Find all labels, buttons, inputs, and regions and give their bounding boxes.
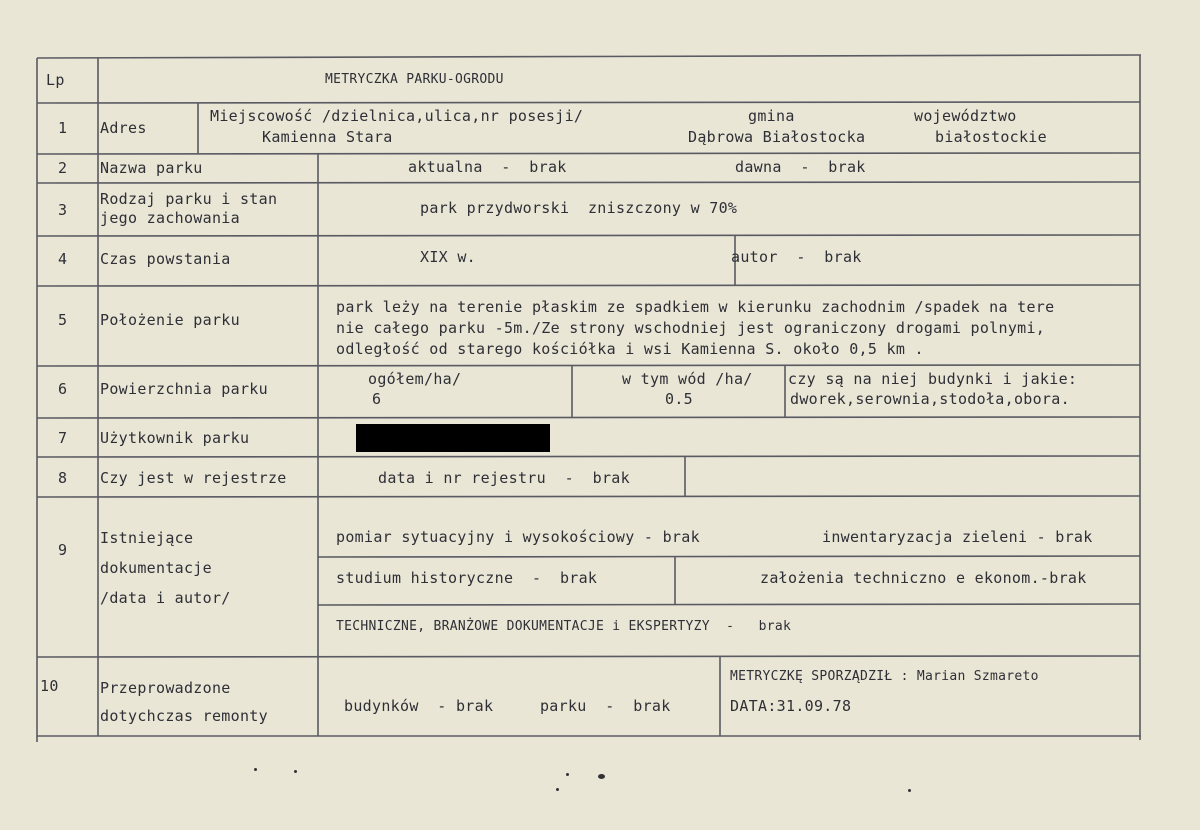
ink-speck — [598, 774, 605, 779]
buildings-label: czy są na niej budynki i jakie: — [788, 370, 1078, 388]
row-9-label-line1: Istniejące — [100, 529, 194, 547]
row-4-label: Czas powstania — [100, 250, 231, 268]
ink-speck — [566, 773, 569, 776]
row-10-label-line2: dotychczas remonty — [100, 707, 268, 725]
row-8-number: 8 — [58, 469, 68, 487]
technical-doc: założenia techniczno e ekonom.-brak — [760, 569, 1087, 587]
buildings-value: dworek,serownia,stodoła,obora. — [790, 390, 1070, 408]
document-title: METRYCZKA PARKU-OGRODU — [325, 72, 504, 87]
row-10-number: 10 — [40, 677, 59, 695]
row-1-number: 1 — [58, 119, 68, 137]
row-9-label-line2: dokumentacje — [100, 559, 212, 577]
row-2-label: Nazwa parku — [100, 159, 203, 177]
row-10-label-line1: Przeprowadzone — [100, 679, 231, 697]
row-6-number: 6 — [58, 380, 68, 398]
water-area-label: w tym wód /ha/ — [622, 370, 753, 388]
current-name: aktualna - brak — [408, 158, 567, 176]
total-area-label: ogółem/ha/ — [368, 370, 462, 388]
row-3-label-line1: Rodzaj parku i stan — [100, 190, 278, 208]
origin-century: XIX w. — [420, 248, 476, 266]
row-7-number: 7 — [58, 429, 68, 447]
voivodeship-label: województwo — [914, 107, 1017, 125]
branch-doc: TECHNICZNE, BRANŻOWE DOKUMENTACJE i EKSPERTYZY - brak — [336, 619, 792, 634]
redacted-user — [356, 424, 550, 452]
total-area-value: 6 — [372, 390, 382, 408]
ink-speck — [294, 770, 297, 773]
former-name: dawna - brak — [735, 158, 866, 176]
history-doc: studium historyczne - brak — [336, 569, 598, 587]
water-area-value: 0.5 — [665, 390, 693, 408]
park-type-value: park przydworski zniszczony w 70% — [420, 199, 738, 217]
location-line-2: nie całego parku -5m./Ze strony wschodniej jest ograniczony drogami polnymi, — [336, 319, 1046, 337]
greenery-doc: inwentaryzacja zieleni - brak — [822, 528, 1093, 546]
ink-speck — [556, 788, 559, 791]
preparation-date: DATA:31.09.78 — [730, 697, 852, 715]
prepared-by: METRYCZKĘ SPORZĄDZIŁ : Marian Szmareto — [730, 669, 1039, 684]
location-line-1: park leży na terenie płaskim ze spadkiem w kierunku zachodnim /spadek na tere — [336, 298, 1055, 316]
row-7-label: Użytkownik parku — [100, 429, 250, 447]
survey-doc: pomiar sytuacyjny i wysokościowy - brak — [336, 528, 700, 546]
locality-value: Kamienna Stara — [262, 128, 393, 146]
gmina-value: Dąbrowa Białostocka — [688, 128, 866, 146]
row-3-number: 3 — [58, 201, 68, 219]
row-5-label: Położenie parku — [100, 311, 240, 329]
ink-speck — [908, 789, 911, 792]
row-3-label-line2: jego zachowania — [100, 209, 240, 227]
voivodeship-value: białostockie — [935, 128, 1047, 146]
register-value: data i nr rejestru - brak — [378, 469, 630, 487]
gmina-label: gmina — [748, 107, 795, 125]
ink-speck — [254, 768, 257, 771]
row-6-label: Powierzchnia parku — [100, 380, 268, 398]
locality-label: Miejscowość /dzielnica,ulica,nr posesji/ — [210, 107, 584, 125]
location-line-3: odległość od starego kościółka i wsi Kamienna S. około 0,5 km . — [336, 340, 924, 358]
renovations-value: budynków - brak parku - brak — [344, 697, 671, 715]
row-9-label-line3: /data i autor/ — [100, 589, 231, 607]
row-5-number: 5 — [58, 311, 68, 329]
row-9-number: 9 — [58, 541, 68, 559]
row-8-label: Czy jest w rejestrze — [100, 469, 287, 487]
row-1-label: Adres — [100, 119, 147, 137]
row-2-number: 2 — [58, 159, 68, 177]
lp-header: Lp — [46, 71, 65, 89]
row-4-number: 4 — [58, 250, 68, 268]
park-author: autor - brak — [731, 248, 862, 266]
